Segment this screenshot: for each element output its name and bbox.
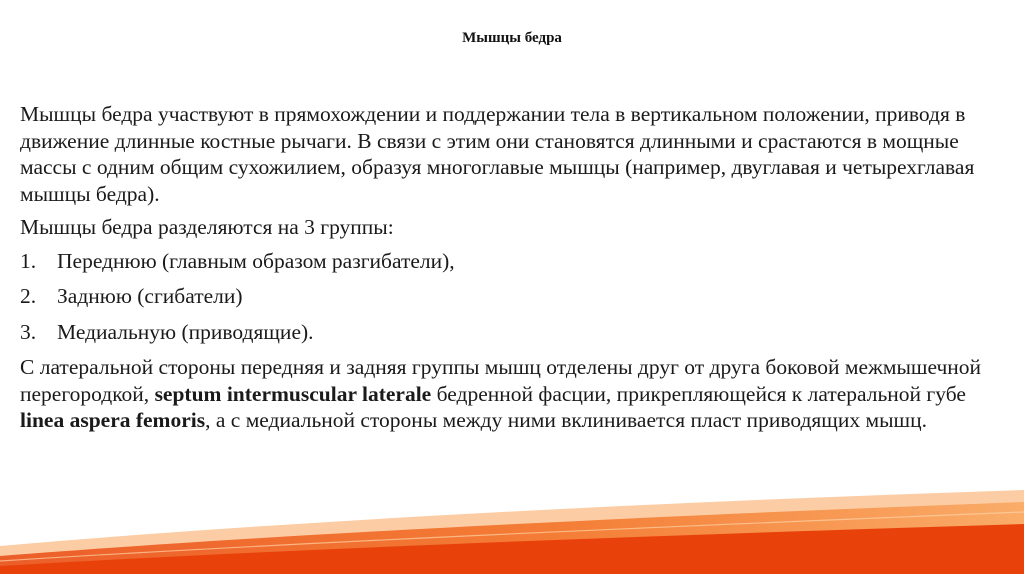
closing-text-1: С латеральной стороны передняя и задняя группы мышц отделены друг от друга боковой межмышечной перегородкой, bbox=[20, 355, 982, 406]
list-number: 1. bbox=[20, 248, 37, 273]
closing-text-3: , а с медиальной стороны между ними вклинивается пласт приводящих мышц. bbox=[205, 408, 927, 432]
intro-paragraph: Мышцы бедра участвуют в прямохождении и поддержании тела в вертикальном положении, приводя в движение длинные костные рычаги. В связи с этим они становятся длинными и срастаются в мощные массы с одним общим сухожилием, образуя многоглавые мышцы (например, двуглавая и четырехглавая мышцы бедра). bbox=[20, 102, 975, 206]
latin-term-linea-aspera: linea aspera femoris bbox=[20, 408, 206, 432]
list-item bbox=[20, 248, 1010, 275]
closing-text-2: бедренной фасции, прикрепляющейся к латеральной губе bbox=[431, 381, 966, 406]
list-item bbox=[20, 283, 1010, 310]
slide-title: Мышцы бедра bbox=[462, 30, 562, 46]
list-text: Переднюю (главным образом разгибатели), bbox=[57, 248, 455, 273]
list-number: 3. bbox=[20, 319, 37, 344]
list-text: Заднюю (сгибатели) bbox=[57, 284, 243, 308]
closing-paragraph bbox=[20, 354, 1010, 434]
list-text: Медиальную (приводящие). bbox=[57, 319, 314, 344]
list-number: 2. bbox=[20, 284, 37, 308]
latin-term-septum: septum intermuscular laterale bbox=[154, 381, 432, 406]
decorative-wave bbox=[0, 484, 1024, 574]
groups-intro: Мышцы бедра разделяются на 3 группы: bbox=[20, 215, 394, 239]
slide-body bbox=[20, 101, 1010, 441]
list-item bbox=[20, 319, 1010, 346]
